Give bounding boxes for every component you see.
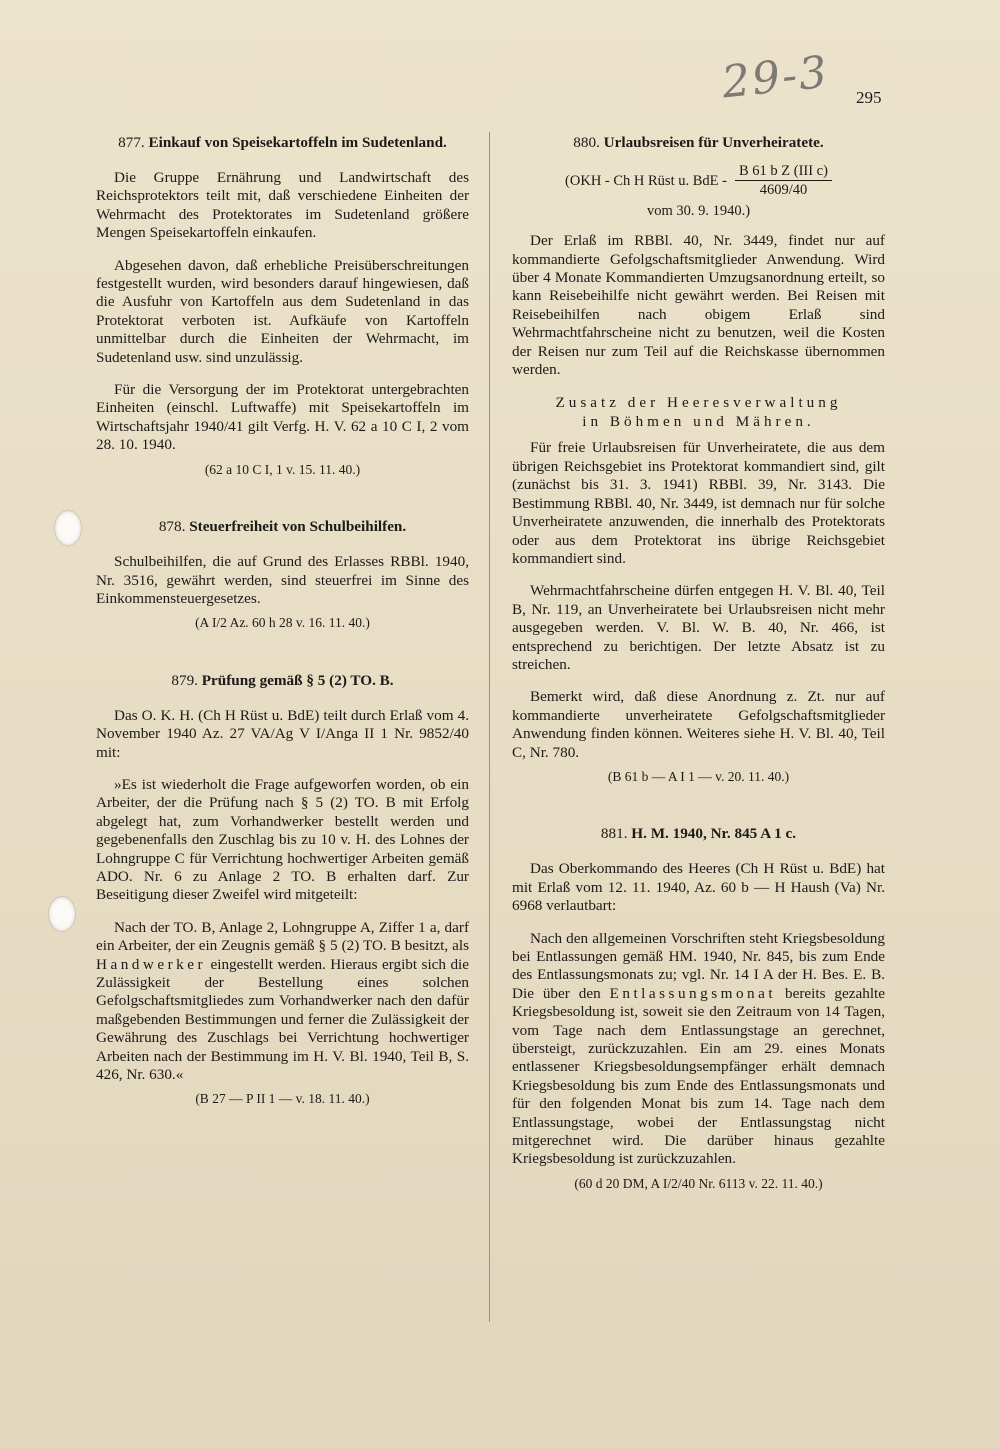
- article-heading: H. M. 1940, Nr. 845 A 1 c.: [631, 825, 797, 843]
- spaced-text: Handwerker: [96, 955, 207, 973]
- text-run: bereits gezahlte Kriegsbesoldung ist, soweit sie den Zeitraum von 14 Tagen, vom Tage nach dem Entlassungstage an gerechnet, übersteigt, zurückzuzahlen. Ein am 29. eines Monats entlassener Kriegsbesoldungsempfänger erhält demnach Kriegsbesoldung bis zum Ende des Entlassungsmonats und für den folgenden Monat bis zum 14. Tage nach dem Entlassungstage, wobei der Entlassungstag nicht mitgerechnet wird. Die darüber hinaus gezahlte Kriegsbesoldung ist zurückzuzahlen.: [512, 984, 886, 1168]
- left-column: [96, 133, 469, 1109]
- subheading: [512, 393, 885, 431]
- article-number: 880.: [573, 134, 600, 151]
- article-heading: Prüfung gemäß § 5 (2) TO. B.: [201, 671, 394, 689]
- reference: (A I/2 Az. 60 h 28 v. 16. 11. 40.): [195, 615, 370, 631]
- subheading-line: Zusatz der Heeresverwaltung: [555, 394, 842, 412]
- paragraph: [512, 930, 885, 1169]
- article-number: 878.: [158, 518, 186, 536]
- fraction-top: B 61 b Z (III c): [735, 162, 832, 181]
- article-title: [96, 133, 469, 152]
- article-title: [512, 133, 885, 152]
- paragraph: Für freie Urlaubsreisen für Unverheiratete, die aus dem übrigen Reichsgebiet ins Protektorat kommandiert sind, gilt (zunächst bis 31. 3. 1941) RBBl. 39, Nr. 3143. Die Bestimmung RBBl. 40, Nr. 3449, ist demnach nur für solche Unverheiratete anzuwenden, die innerhalb des Protektorats oder aus dem Protektorat ins übrige Reichsgebiet kommandiert sind.: [512, 439, 885, 567]
- reference: (62 a 10 C I, 1 v. 15. 11. 40.): [204, 461, 361, 477]
- paragraph: [96, 919, 469, 1085]
- article-877: [96, 133, 469, 479]
- file-number-fraction: [735, 162, 832, 200]
- reference: (60 d 20 DM, A I/2/40 Nr. 6113 v. 22. 11. 40.): [574, 1175, 823, 1191]
- paragraph: Wehrmachtfahrscheine dürfen entgegen H. V. Bl. 40, Teil B, Nr. 119, an Unverheiratete bei Urlaubsreisen nicht mehr ausgegeben werden. V. Bl. W. B. 40, Nr. 466, ist entsprechend zu berichtigen. Der letzte Absatz ist zu streichen.: [512, 582, 885, 673]
- punch-hole: [54, 510, 82, 546]
- decree-authority: (OKH - Ch H Rüst u. BdE -: [565, 172, 727, 189]
- text-run: Nach der TO. B, Anlage 2, Lohngruppe A, Ziffer 1 a, darf ein Arbeiter, der ein Zeugnis gemäß § 5 (2) TO. B besitzt, als: [96, 918, 469, 955]
- article-number: 877.: [118, 134, 145, 151]
- paragraph: Für die Versorgung der im Protektorat untergebrachten Einheiten (einschl. Luftwaffe) mit Speisekartoffeln im Wirtschaftsjahr 1940/41 gilt Verfg. H. V. 62 a 10 C I, 2 vom 28. 10. 1940.: [96, 381, 469, 454]
- article-heading: Steuerfreiheit von Schulbeihilfen.: [189, 518, 407, 536]
- article-heading: Urlaubsreisen für Unverheiratete.: [603, 134, 824, 151]
- punch-hole: [48, 896, 76, 932]
- paragraph: Der Erlaß im RBBl. 40, Nr. 3449, findet nur auf kommandierte Gefolgschaftsmitglieder Anwendung. Wird über 4 Monate Kommandierten Umzugsanordnung erteilt, so kann Reisebeihilfe nicht gewährt werden. Bei Reisen mit Reisebeihilfen nach obigem Erlaß sind Wehrmachtfahrscheine nicht zu benutzen, weil die Kosten der Reisen nur zum Teil auf die Reichskasse übernommen werden.: [512, 232, 885, 379]
- paragraph: Bemerkt wird, daß diese Anordnung z. Zt. nur auf kommandierte unverheiratete Gefolgschaftsmitglieder Anwendung finden können. Weiteres siehe H. V. Bl. 40, Teil C, Nr. 780.: [512, 688, 885, 761]
- paragraph: Abgesehen davon, daß erhebliche Preisüberschreitungen festgestellt wurden, wird besonders darauf hingewiesen, daß die Ausfuhr von Kartoffeln aus dem Sudetenland in das Protektorat verboten ist. Aufkäufe von Kartoffeln unmittelbar durch die Einheiten der Wehrmacht, im Sudetenland usw. sind unzulässig.: [96, 256, 469, 366]
- reference: (B 61 b — A I 1 — v. 20. 11. 40.): [607, 768, 790, 784]
- article-881: [512, 824, 885, 1193]
- article-heading: Einkauf von Speisekartoffeln im Sudetenland.: [148, 134, 447, 151]
- article-title: [96, 517, 469, 536]
- spaced-text: Entlassungsmonat: [609, 984, 777, 1002]
- reference: (B 27 — P II 1 — v. 18. 11. 40.): [195, 1091, 370, 1107]
- paragraph: Das O. K. H. (Ch H Rüst u. BdE) teilt durch Erlaß vom 4. November 1940 Az. 27 VA/Ag V I/Anga II 1 Nr. 9852/40 mit:: [96, 706, 469, 761]
- column-divider: [489, 132, 490, 1322]
- fraction-bottom: 4609/40: [759, 182, 808, 199]
- handwritten-note: 29-3: [719, 46, 832, 109]
- paragraph: »Es ist wiederholt die Frage aufgeworfen worden, ob ein Arbeiter, der die Prüfung nach § 5 (2) TO. B mit Erfolg abgelegt hat, zum Vorhandwerker bestellt werden und gegebenenfalls den Zuschlag bis zu 10 v. H. des Lohnes der Lohngruppe C für Verrichtung hochwertiger Arbeiten gemäß ADO. Nr. 6 zu Anlage 2 TO. B erhalten darf. Zur Beseitigung dieser Zweifel wird mitgeteilt:: [96, 775, 469, 904]
- paragraph: Die Gruppe Ernährung und Landwirtschaft des Reichsprotektors teilt mit, daß verschiedene Einheiten der Wehrmacht des Protektorates im Sudetenland größere Mengen Speisekartoffeln einkaufen.: [96, 169, 469, 242]
- page-number: 295: [856, 88, 882, 107]
- article-878: [96, 517, 469, 633]
- right-column: [512, 133, 885, 1193]
- subheading-line: in Böhmen und Mähren.: [582, 413, 815, 431]
- paragraph: Schulbeihilfen, die auf Grund des Erlasses RBBl. 1940, Nr. 3516, gewährt werden, sind steuerfrei im Sinne des Einkommensteuergesetzes.: [96, 553, 469, 607]
- article-number: 879.: [171, 671, 198, 689]
- article-880: [512, 133, 885, 786]
- decree-date: vom 30. 9. 1940.): [646, 202, 751, 219]
- text-run: Nach den allgemeinen Vorschriften steht Kriegsbesoldung bei Entlassungen gemäß HM. 1940, Nr. 845, bis zum Ende des Entlassungsmonats zu; vgl. Nr. 14 I A der H. Bes. E. B. Die über den: [512, 929, 885, 1002]
- article-number: 881.: [600, 825, 628, 843]
- text-run: eingestellt werden. Hieraus ergibt sich die Zulässigkeit der Bestellung eines solchen Gefolgschaftsmitgliedes zum Vorhandwerker nach den dafür maßgebenden Bestimmungen und ferner die Zulässigkeit der Gewährung des Zuschlags bei Verrichtung hochwertiger Arbeiten nach der Bestimmung im H. V. Bl. 1940, Teil B, S. 426, Nr. 630.«: [96, 955, 469, 1084]
- article-title: [512, 824, 885, 843]
- article-879: [96, 671, 469, 1109]
- article-title: [96, 671, 469, 690]
- decree-header: [512, 162, 885, 200]
- paragraph: Das Oberkommando des Heeres (Ch H Rüst u. BdE) hat mit Erlaß vom 12. 11. 1940, Az. 60 b — H Haush (Va) Nr. 6968 verlautbart:: [512, 860, 885, 915]
